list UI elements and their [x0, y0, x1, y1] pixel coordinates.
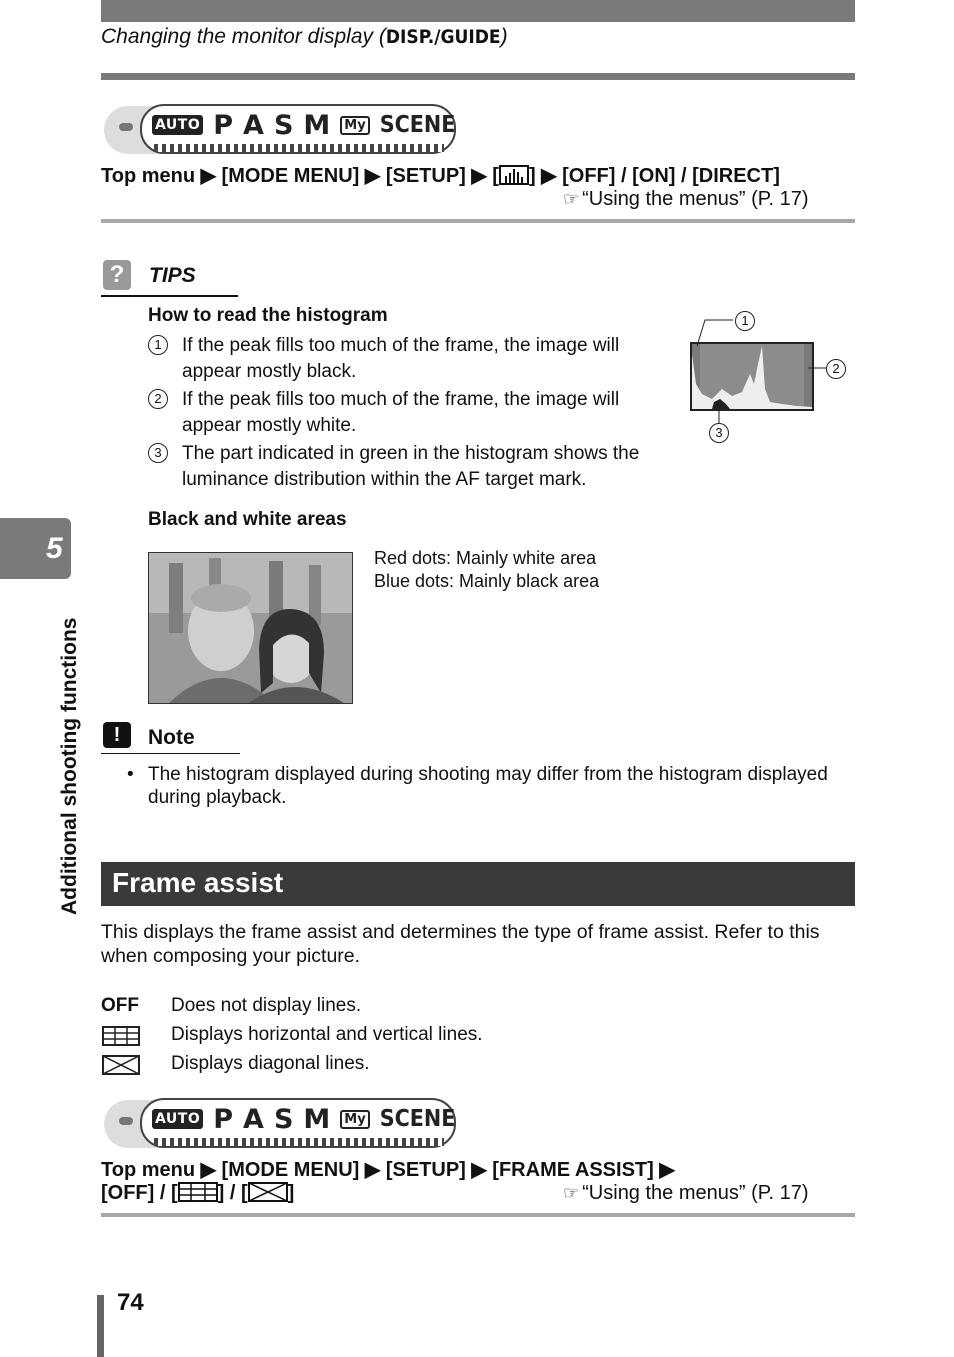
section-description: This displays the frame assist and determines the type of frame assist. Refer to this when composing your picture. [101, 921, 820, 967]
mode-scene: SCENE [379, 112, 456, 138]
menu-path-2-line1: Top menu ▶ [MODE MENU] ▶ [SETUP] ▶ [FRAME ASSIST] ▶ [101, 1159, 675, 1181]
diagonal-lines-icon [102, 1055, 140, 1075]
mode-dial-icon [104, 1098, 454, 1150]
mode-a: A [243, 1103, 264, 1135]
page-number-bar [97, 1295, 104, 1357]
callout-2: 2 [826, 359, 846, 379]
callout-3: 3 [709, 423, 729, 443]
section-header [101, 862, 855, 906]
mode-m: M [303, 1103, 331, 1135]
tips-heading: ? TIPS [101, 258, 238, 297]
mode-p: P [213, 109, 234, 141]
pointing-hand-icon: ☞ [563, 189, 580, 209]
histogram-icon [499, 165, 529, 185]
option-grid-desc: Displays horizontal and vertical lines. [171, 1024, 483, 1045]
pointing-hand-icon: ☞ [563, 1183, 580, 1203]
blue-dots-label: Blue dots: Mainly black area [374, 571, 600, 591]
menu-path-1: Top menu ▶ [MODE MENU] ▶ [SETUP] ▶ [ ] ▶ [OFF] / [ON] / [DIRECT] [101, 165, 780, 187]
option-off-key: OFF [101, 995, 139, 1016]
callout-1: 1 [735, 311, 755, 331]
mode-auto: AUTO [152, 115, 203, 135]
diagonal-lines-icon [248, 1182, 288, 1202]
exclamation-icon: ! [103, 722, 131, 748]
sample-photo [148, 552, 353, 704]
grid-lines-icon [178, 1182, 218, 1202]
mode-p: P [213, 1103, 234, 1135]
callout-line-3 [717, 405, 721, 425]
mode-s: S [273, 109, 294, 141]
menu-rule-2 [101, 1213, 855, 1217]
list-item: 2 If the peak fills too much of the frame, the image will appear mostly white. [148, 387, 668, 439]
list-item: 3 The part indicated in green in the histogram shows the luminance distribution within the AF target mark. [148, 441, 668, 493]
menu-reference-2: ☞ “Using the menus” (P. 17) [563, 1182, 809, 1204]
mode-my: My [340, 1110, 369, 1129]
callout-line-1 [695, 318, 735, 348]
mode-scene: SCENE [379, 1106, 456, 1132]
section-title: Frame assist [112, 867, 284, 898]
chapter-number: 5 [46, 532, 63, 565]
chapter-label: Additional shooting functions [58, 617, 81, 915]
red-dots-label: Red dots: Mainly white area [374, 548, 597, 568]
mode-a: A [243, 109, 264, 141]
grid-lines-icon [102, 1026, 140, 1046]
bw-areas-heading: Black and white areas [148, 509, 347, 530]
list-item: 1 If the peak fills too much of the frame, the image will appear mostly black. [148, 333, 668, 385]
menu-path-2-line2: [OFF] / [ ] / [ ] [101, 1182, 295, 1204]
option-diagonal-desc: Displays diagonal lines. [171, 1053, 370, 1074]
option-off-desc: Does not display lines. [171, 995, 362, 1016]
histogram-heading: How to read the histogram [148, 305, 388, 326]
chapter-tab [0, 518, 71, 579]
menu-reference-1: ☞ “Using the menus” (P. 17) [563, 188, 809, 210]
header-bar [101, 0, 855, 22]
mode-my: My [340, 116, 369, 135]
menu-rule-1 [101, 219, 855, 223]
mode-auto: AUTO [152, 1109, 203, 1129]
mode-s: S [273, 1103, 294, 1135]
page-number: 74 [117, 1289, 144, 1316]
disp-guide-button-label: DISP./GUIDE [385, 26, 501, 48]
dots-legend [374, 547, 599, 593]
callout-line-2 [808, 366, 828, 370]
header-title: Changing the monitor display (DISP./GUIDE) [101, 25, 508, 48]
bullet-icon: • [127, 764, 134, 785]
note-heading: ! Note [101, 720, 240, 754]
question-icon: ? [103, 260, 131, 290]
mode-m: M [303, 109, 331, 141]
histogram-illustration [690, 342, 814, 411]
mode-dial-icon [104, 104, 454, 156]
note-bullet: • The histogram displayed during shooting may differ from the histogram displayed during playback. [127, 764, 828, 808]
header-rule [101, 73, 855, 80]
